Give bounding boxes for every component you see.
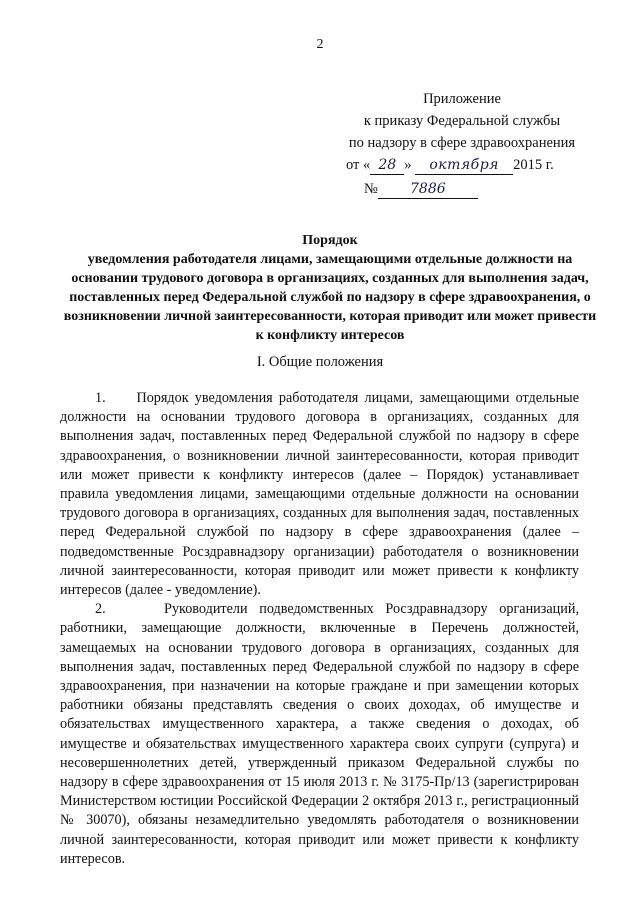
appendix-order-line: к приказу Федеральной службы — [363, 113, 561, 129]
appendix-date-line — [332, 154, 592, 176]
handwritten-month: октября — [415, 156, 513, 175]
document-body — [60, 389, 579, 869]
date-prefix: от « — [346, 157, 371, 173]
appendix-title: Приложение — [423, 91, 501, 107]
page-number: 2 — [316, 37, 324, 52]
paragraph-1: 1. Порядок уведомления работодателя лицами, замещающими отдельные должности на основании трудового договора в организациях, созданных для выполнения задач, поставленных перед Федеральной службой по надзору в сфере здравоохранения, о возникновении личной заинтересованности, которая приводит или может привести к конфликту интересов (далее – Порядок) устанавливает правила уведомления лицами, замещающими отдельные должности на основании трудового договора в организациях, созданных для выполнения задач, поставленных перед Федеральной службой по надзору в сфере здравоохранения (далее – подведомственные Росздравнадзору организации) работодателя о возникновении личной заинтересованности, которая приводит или может привести к конфликту интересов (далее - уведомление). — [60, 390, 579, 599]
appendix-agency-line: по надзору в сфере здравоохранения — [348, 135, 576, 151]
handwritten-day: 28 — [370, 156, 404, 175]
appendix-block — [332, 88, 592, 200]
appendix-number-line — [332, 178, 592, 200]
date-mid: » — [404, 157, 412, 173]
paragraph-2: 2. Руководители подведомственных Росздравнадзору организаций, работники, замещающие должности, включенные в Перечень должностей, замещаемых на основании трудового договора в организациях, созданных для выполнения задач, поставленных перед Федеральной службой по надзору в сфере здравоохранения, при назначении на которые граждане и при замещении которых работники обязаны представлять сведения о своих доходах, об имуществе и обязательствах имущественного характера, а также сведения о доходах, об имуществе и обязательствах имущественного характера своих супруги (супруга) и несовершеннолетних детей, утвержденный приказом Федеральной службы по надзору в сфере здравоохранения от 15 июля 2013 г. № 3175-Пр/13 (зарегистрирован Министерством юстиции Российской Федерации 2 октября 2013 г., регистрационный № 30070), обязаны незамедлительно уведомлять работодателя о возникновении личной заинтересованности, которая приводит или может привести к конфликту интересов. — [60, 601, 579, 867]
section-heading: I. Общие положения — [256, 354, 384, 370]
date-year: 2015 г. — [513, 157, 554, 173]
document-title-block — [60, 231, 600, 345]
number-label: № — [364, 181, 378, 197]
document-heading: Порядок — [302, 233, 358, 248]
document-subtitle: уведомления работодателя лицами, замещающими отдельные должности на основании трудового договора в организациях, созданных для выполнения задач, поставленных перед Федеральной службой по надзору в сфере здравоохранения, о возникновении личной заинтересованности, которая приводит или может привести к конфликту интересов — [63, 252, 597, 343]
handwritten-number: 7886 — [378, 180, 478, 199]
